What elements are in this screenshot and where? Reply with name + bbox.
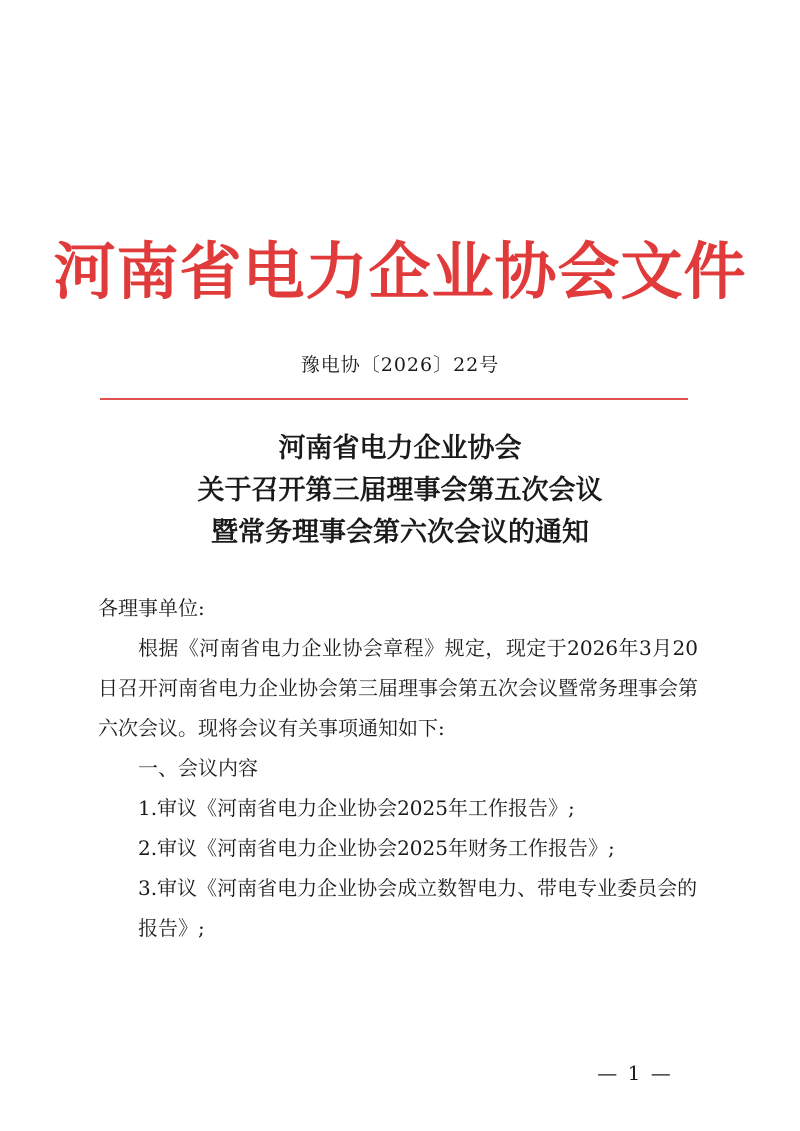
document-header-title: 河南省电力企业协会文件 <box>53 235 747 308</box>
salutation: 各理事单位: <box>98 596 205 620</box>
notice-title-line: 河南省电力企业协会 <box>278 433 522 464</box>
page-number: — 1 — <box>597 1061 673 1085</box>
document-number: 豫电协〔2026〕22号 <box>300 354 500 376</box>
agenda-item: 2.审议《河南省电力企业协会2025年财务工作报告》; <box>138 836 615 860</box>
agenda-item: 3.审议《河南省电力企业协会成立数智电力、带电专业委员会的报告》; <box>138 876 698 940</box>
intro-paragraph: 根据《河南省电力企业协会章程》规定，现定于2026年3月20日召开河南省电力企业协会第三届理事会第五次会议暨常务理事会第六次会议。现将会议有关事项通知如下: <box>98 636 698 740</box>
agenda-item: 1.审议《河南省电力企业协会2025年工作报告》; <box>138 796 575 820</box>
notice-title <box>0 428 800 554</box>
document-body <box>98 588 698 948</box>
notice-title-line: 关于召开第三届理事会第五次会议 <box>197 475 603 506</box>
red-divider-line <box>100 398 688 400</box>
notice-title-line: 暨常务理事会第六次会议的通知 <box>211 517 589 548</box>
section-heading: 一、会议内容 <box>138 756 258 780</box>
